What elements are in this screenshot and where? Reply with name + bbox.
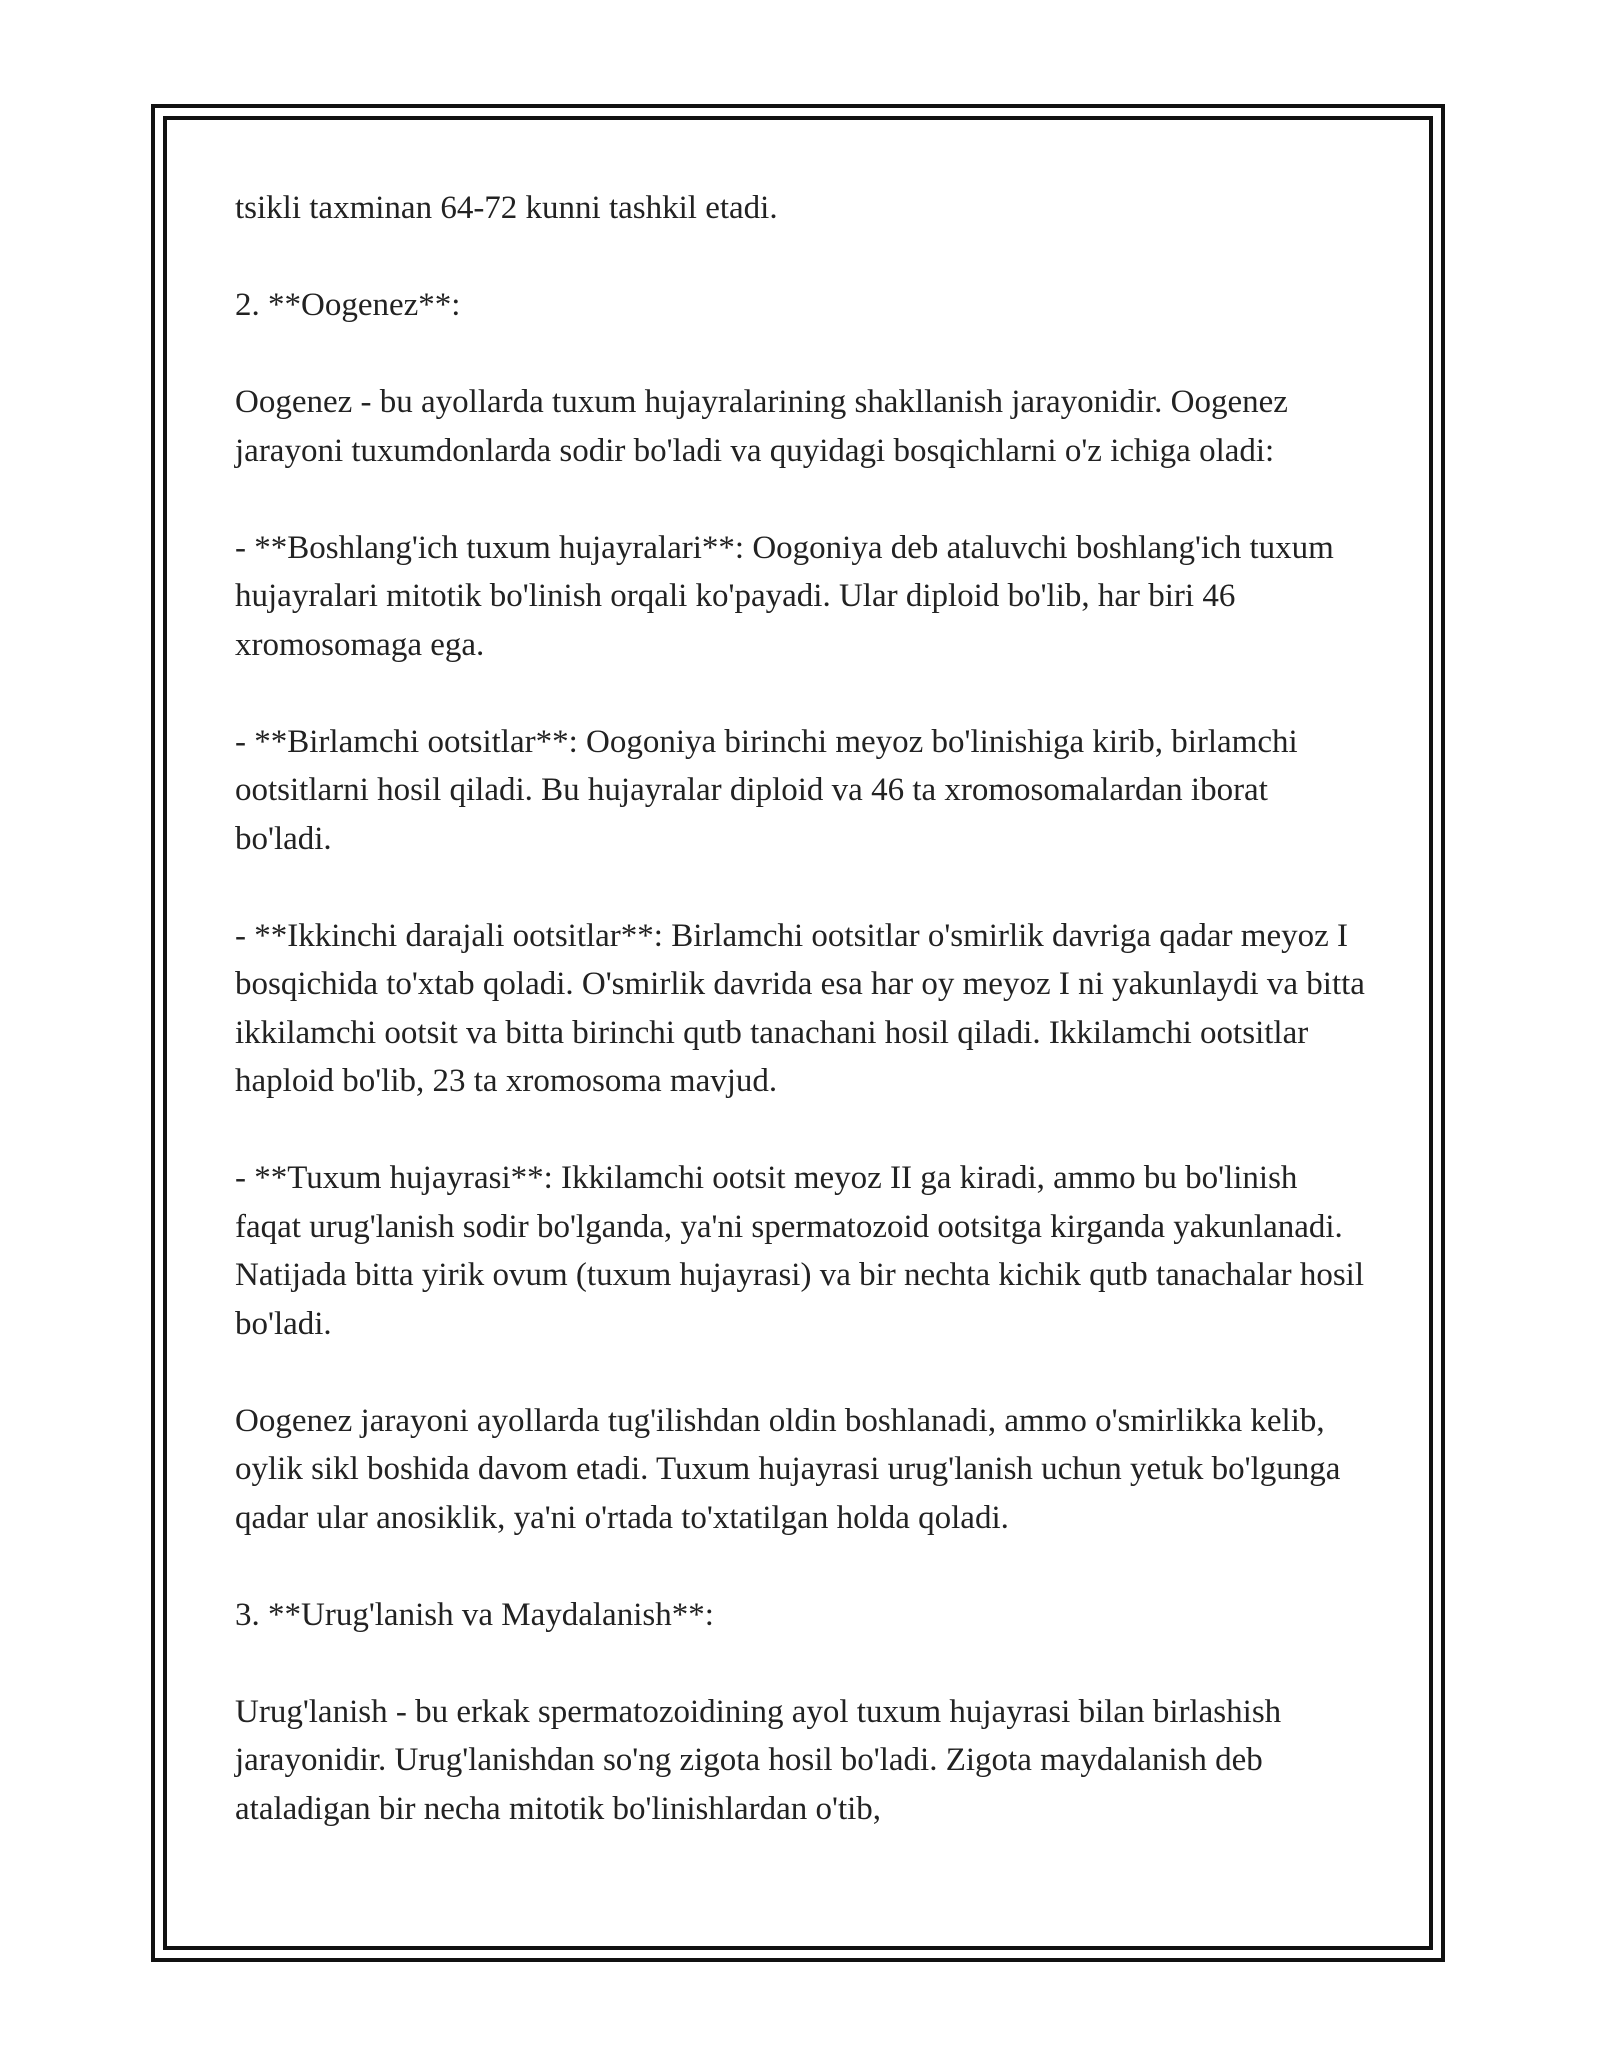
list-item-secondary-oocytes: - **Ikkinchi darajali ootsitlar**: Birlamchi ootsitlar o'smirlik davriga qadar meyoz I bosqichida to'xtab qoladi. O'smirlik davrida esa har oy meyoz I ni yakunlaydi va bitta ikkilamchi ootsit va bitta birinchi qutb tanachani hosil qiladi. Ikkilamchi ootsitlar haploid bo'lib, 23 ta xromosoma mavjud. bbox=[235, 917, 1365, 1099]
heading-fertilization: 3. **Urug'lanish va Maydalanish**: bbox=[235, 1596, 714, 1633]
list-item-egg-cell: - **Tuxum hujayrasi**: Ikkilamchi ootsit meyoz II ga kiradi, ammo bu bo'linish faqat urug'lanish sodir bo'lganda, ya'ni spermatozoid ootsitga kirganda yakunlanadi. Natijada bitta yirik ovum (tuxum hujayrasi) va bir nechta kichik qutb tanachalar hosil bo'ladi. bbox=[235, 1160, 1365, 1342]
paragraph-cycle-length: tsikli taxminan 64-72 kunni tashkil etadi. bbox=[235, 190, 778, 226]
paragraph-oogenez-timing: Oogenez jarayoni ayollarda tug'ilishdan oldin boshlanadi, ammo o'smirlikka kelib, oylik sikl boshida davom etadi. Tuxum hujayrasi urug'lanish uchun yetuk bo'lgunga qadar ular anosiklik, ya'ni o'rtada to'xtatilgan holda qoladi. bbox=[235, 1402, 1341, 1536]
paragraph-fertilization: Urug'lanish - bu erkak spermatozoidining ayol tuxum hujayrasi bilan birlashish jarayonidir. Urug'lanishdan so'ng zigota hosil bo'ladi. Zigota maydalanish deb ataladigan bir necha mitotik bo'linishlardan o'tib, bbox=[235, 1693, 1282, 1827]
list-item-primordial-cells: - **Boshlang'ich tuxum hujayralari**: Oogoniya deb ataluvchi boshlang'ich tuxum hujayralari mitotik bo'linish orqali ko'payadi. Ular diploid bo'lib, har biri 46 xromosomaga ega. bbox=[235, 529, 1334, 663]
heading-oogenez: 2. **Oogenez**: bbox=[235, 287, 461, 323]
paragraph-oogenez-intro: Oogenez - bu ayollarda tuxum hujayralarining shakllanish jarayonidir. Oogenez jarayoni tuxumdonlarda sodir bo'ladi va quyidagi bosqichlarni o'z ichiga oladi: bbox=[235, 384, 1288, 469]
list-item-primary-oocytes: - **Birlamchi ootsitlar**: Oogoniya birinchi meyoz bo'linishiga kirib, birlamchi ootsitlarni hosil qiladi. Bu hujayralar diploid va 46 ta xromosomalardan iborat bo'ladi. bbox=[235, 723, 1298, 857]
document-body bbox=[235, 184, 1365, 1833]
